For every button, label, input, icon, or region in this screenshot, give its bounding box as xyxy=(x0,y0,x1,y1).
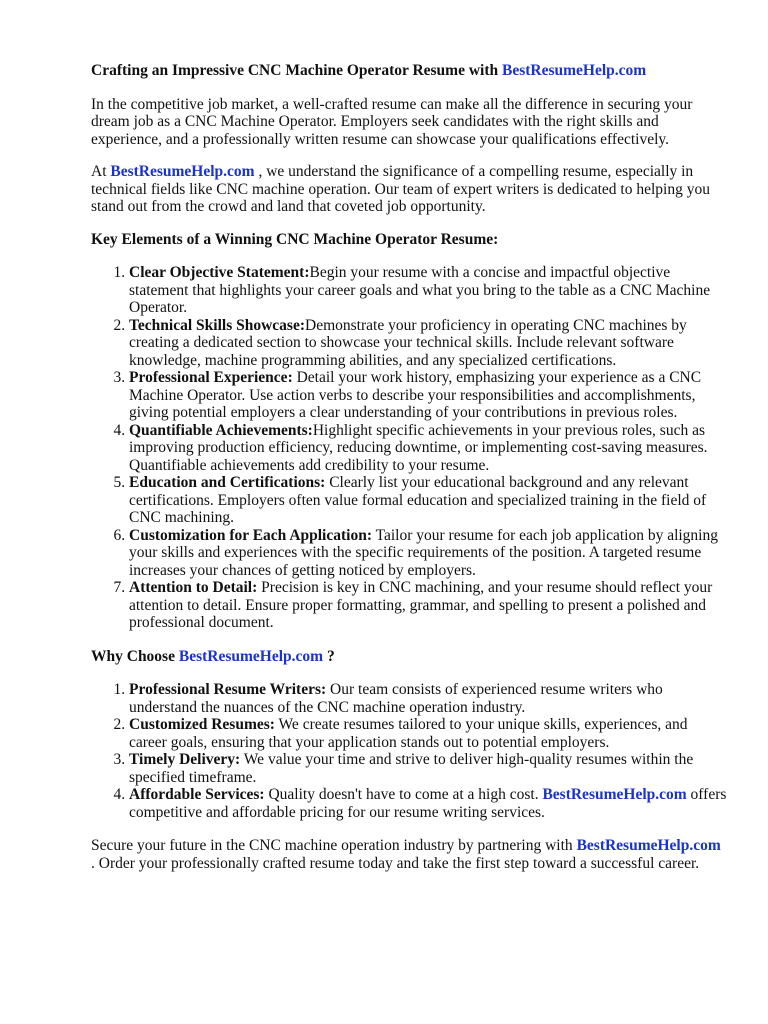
item-text: Demonstrate your proficiency in operating CNC machines by creating a dedicated section to showcase your technical skills. Include relevant software knowledge, machine programming abilities, and any specialized certifications. xyxy=(129,316,687,369)
item-label: Professional Resume Writers: xyxy=(129,681,327,698)
affordable-link[interactable]: BestResumeHelp.com xyxy=(542,786,687,803)
closing-link[interactable]: BestResumeHelp.com xyxy=(576,837,721,854)
item-label: Clear Objective Statement: xyxy=(129,264,310,281)
list-item xyxy=(129,264,728,317)
why-choose-link[interactable]: BestResumeHelp.com xyxy=(178,647,324,665)
item-label: Customization for Each Application: xyxy=(129,526,372,544)
closing-text: Secure your future in the CNC machine operation industry by partnering with xyxy=(91,837,577,854)
title-text: Crafting an Impressive CNC Machine Operator Resume with xyxy=(91,62,502,79)
key-elements-list xyxy=(91,264,728,632)
item-text: Our team consists of experienced resume writers who understand the nuances of the CNC machine operation industry. xyxy=(129,681,663,716)
list-item xyxy=(129,579,728,632)
list-item xyxy=(129,422,728,475)
list-item xyxy=(129,681,728,716)
item-text: We create resumes tailored to your unique skills, experiences, and career goals, ensuring that your application stands out to potential employers. xyxy=(129,716,688,751)
list-item xyxy=(129,786,728,821)
about-paragraph xyxy=(91,163,728,216)
item-text: We value your time and strive to deliver high-quality resumes within the specified timeframe. xyxy=(129,751,694,786)
why-choose-prefix: Why Choose xyxy=(91,647,179,665)
list-item xyxy=(129,474,728,527)
item-label: Customized Resumes: xyxy=(129,716,275,733)
item-text: Tailor your resume for each job application by aligning your skills and experiences with the specific requirements of the position. A targeted resume increases your chances of getting noticed by employers. xyxy=(129,526,718,579)
item-label: Affordable Services: xyxy=(129,786,265,803)
about-link[interactable]: BestResumeHelp.com xyxy=(110,163,255,180)
key-elements-heading: Key Elements of a Winning CNC Machine Operator Resume: xyxy=(91,230,499,248)
item-text: Highlight specific achievements in your previous roles, such as improving production efficiency, reducing downtime, or implementing cost-saving measures. Quantifiable achievements add credibility to your resume. xyxy=(129,421,708,474)
item-label: Timely Delivery: xyxy=(129,751,241,768)
about-text: , we understand the significance of a compelling resume, especially in technical fields like CNC machine operation. Our team of expert writers is dedicated to helping you stand out from the crowd and land that coveted job opportunity. xyxy=(91,163,710,215)
list-item xyxy=(129,527,728,580)
item-text: Precision is key in CNC machining, and your resume should reflect your attention to detail. Ensure proper formatting, grammar, and spelling to present a polished and professional document. xyxy=(129,579,713,631)
list-item xyxy=(129,317,728,370)
item-label: Attention to Detail: xyxy=(129,579,258,596)
why-choose-suffix: ? xyxy=(323,647,335,665)
item-text: Begin your resume with a concise and impactful objective statement that highlights your career goals and what you bring to the table as a CNC Machine Operator. xyxy=(129,264,711,316)
document-title xyxy=(91,62,728,80)
item-text: Clearly list your educational background and any relevant certifications. Employers often value formal education and specialized training in the field of CNC machining. xyxy=(129,474,707,526)
why-choose-heading xyxy=(91,648,728,666)
list-item xyxy=(129,716,728,751)
closing-after: . Order your professionally crafted resume today and take the first step toward a successful career. xyxy=(91,854,700,872)
item-label: Education and Certifications: xyxy=(129,474,326,491)
list-item xyxy=(129,369,728,422)
about-prefix: At xyxy=(91,163,111,180)
item-text: Detail your work history, emphasizing your experience as a CNC Machine Operator. Use action verbs to describe your responsibilities and accomplishments, giving potential employers a clear understanding of your contributions in previous roles. xyxy=(129,369,702,421)
item-text-after: offers competitive and affordable pricing for our resume writing services. xyxy=(129,786,727,821)
item-label: Quantifiable Achievements: xyxy=(129,421,313,439)
item-label: Professional Experience: xyxy=(129,369,293,386)
item-text: Quality doesn't have to come at a high cost. xyxy=(264,786,543,803)
list-item xyxy=(129,751,728,786)
item-label: Technical Skills Showcase: xyxy=(129,316,305,334)
intro-paragraph: In the competitive job market, a well-crafted resume can make all the difference in securing your dream job as a CNC Machine Operator. Employers seek candidates with the right skills and experience, and a professionally written resume can showcase your qualifications effectively. xyxy=(91,95,693,148)
closing-paragraph xyxy=(91,837,728,872)
why-choose-list xyxy=(91,681,728,821)
title-link[interactable]: BestResumeHelp.com xyxy=(502,62,647,79)
